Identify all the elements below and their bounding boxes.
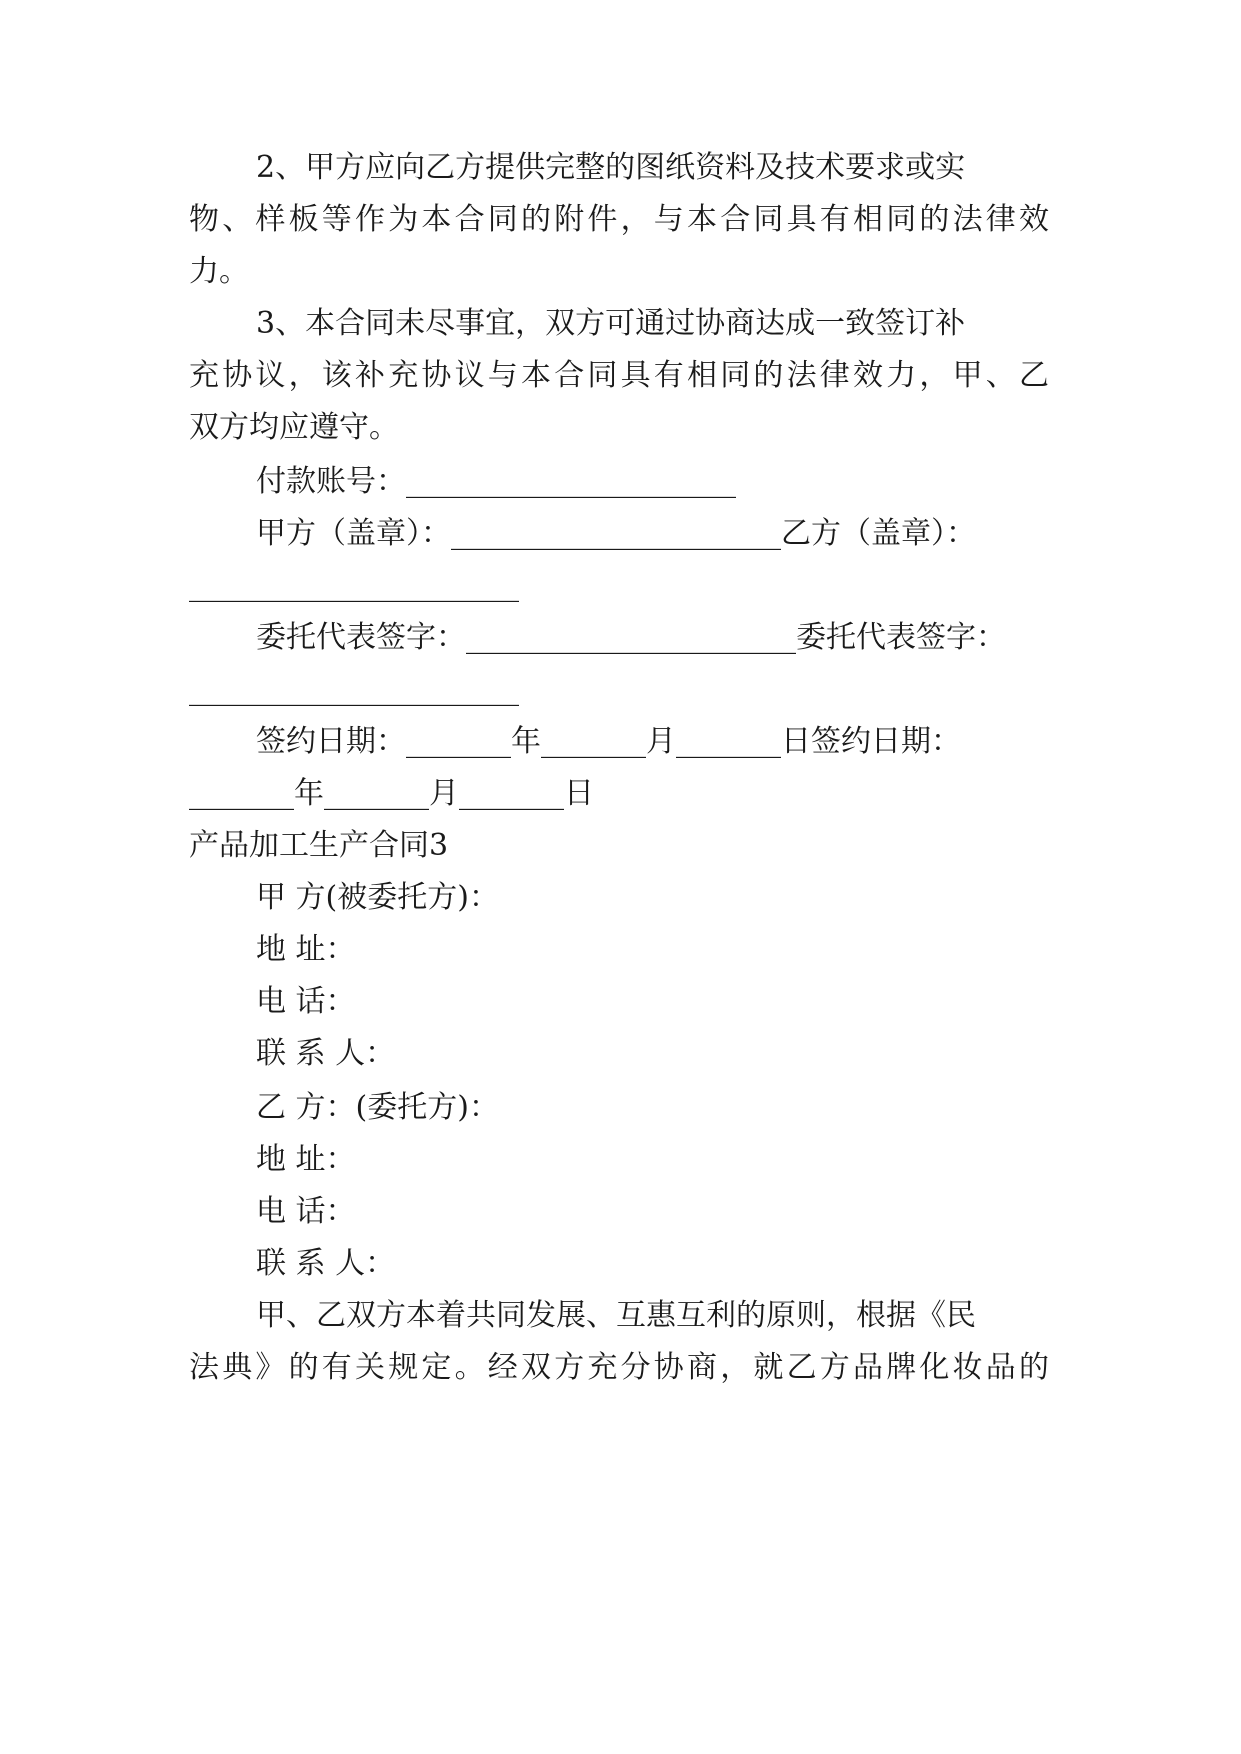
preamble-line2: 法典》的有关规定。经双方充分协商，就乙方品牌化妆品的 bbox=[189, 1350, 1049, 1385]
item2-line1: 2、甲方应向乙方提供完整的图纸资料及技术要求或实 bbox=[256, 150, 966, 185]
representative-blank: ______________________ bbox=[189, 672, 519, 707]
sign-date-line2: _______年_______月_______日 bbox=[189, 776, 594, 811]
contract-title: 产品加工生产合同3 bbox=[189, 828, 449, 863]
party-a-label: 甲 方(被委托方)： bbox=[256, 880, 499, 915]
party-a-address: 地 址： bbox=[256, 932, 356, 967]
item2-line3: 力。 bbox=[189, 254, 249, 289]
payment-account-line: 付款账号：______________________ bbox=[256, 464, 736, 499]
party-a-contact: 联 系 人： bbox=[256, 1036, 396, 1071]
party-b-contact: 联 系 人： bbox=[256, 1246, 396, 1281]
item2-line2: 物、样板等作为本合同的附件，与本合同具有相同的法律效 bbox=[189, 202, 1049, 237]
party-b-seal-blank: ______________________ bbox=[189, 568, 519, 603]
party-b-phone: 电 话： bbox=[256, 1194, 356, 1229]
party-a-phone: 电 话： bbox=[256, 984, 356, 1019]
item3-line2: 充协议，该补充协议与本合同具有相同的法律效力，甲、乙 bbox=[189, 358, 1049, 393]
party-a-seal-line: 甲方（盖章）：______________________乙方（盖章）： bbox=[256, 516, 976, 551]
item3-line1: 3、本合同未尽事宜，双方可通过协商达成一致签订补 bbox=[256, 306, 966, 341]
item3-line3: 双方均应遵守。 bbox=[189, 410, 399, 445]
representative-line: 委托代表签字：______________________委托代表签字： bbox=[256, 620, 1006, 655]
preamble-line1: 甲、乙双方本着共同发展、互惠互利的原则，根据《民 bbox=[256, 1298, 976, 1333]
party-b-address: 地 址： bbox=[256, 1142, 356, 1177]
party-b-label: 乙 方：(委托方)： bbox=[256, 1090, 499, 1125]
sign-date-line1: 签约日期：_______年_______月_______日签约日期： bbox=[256, 724, 961, 759]
